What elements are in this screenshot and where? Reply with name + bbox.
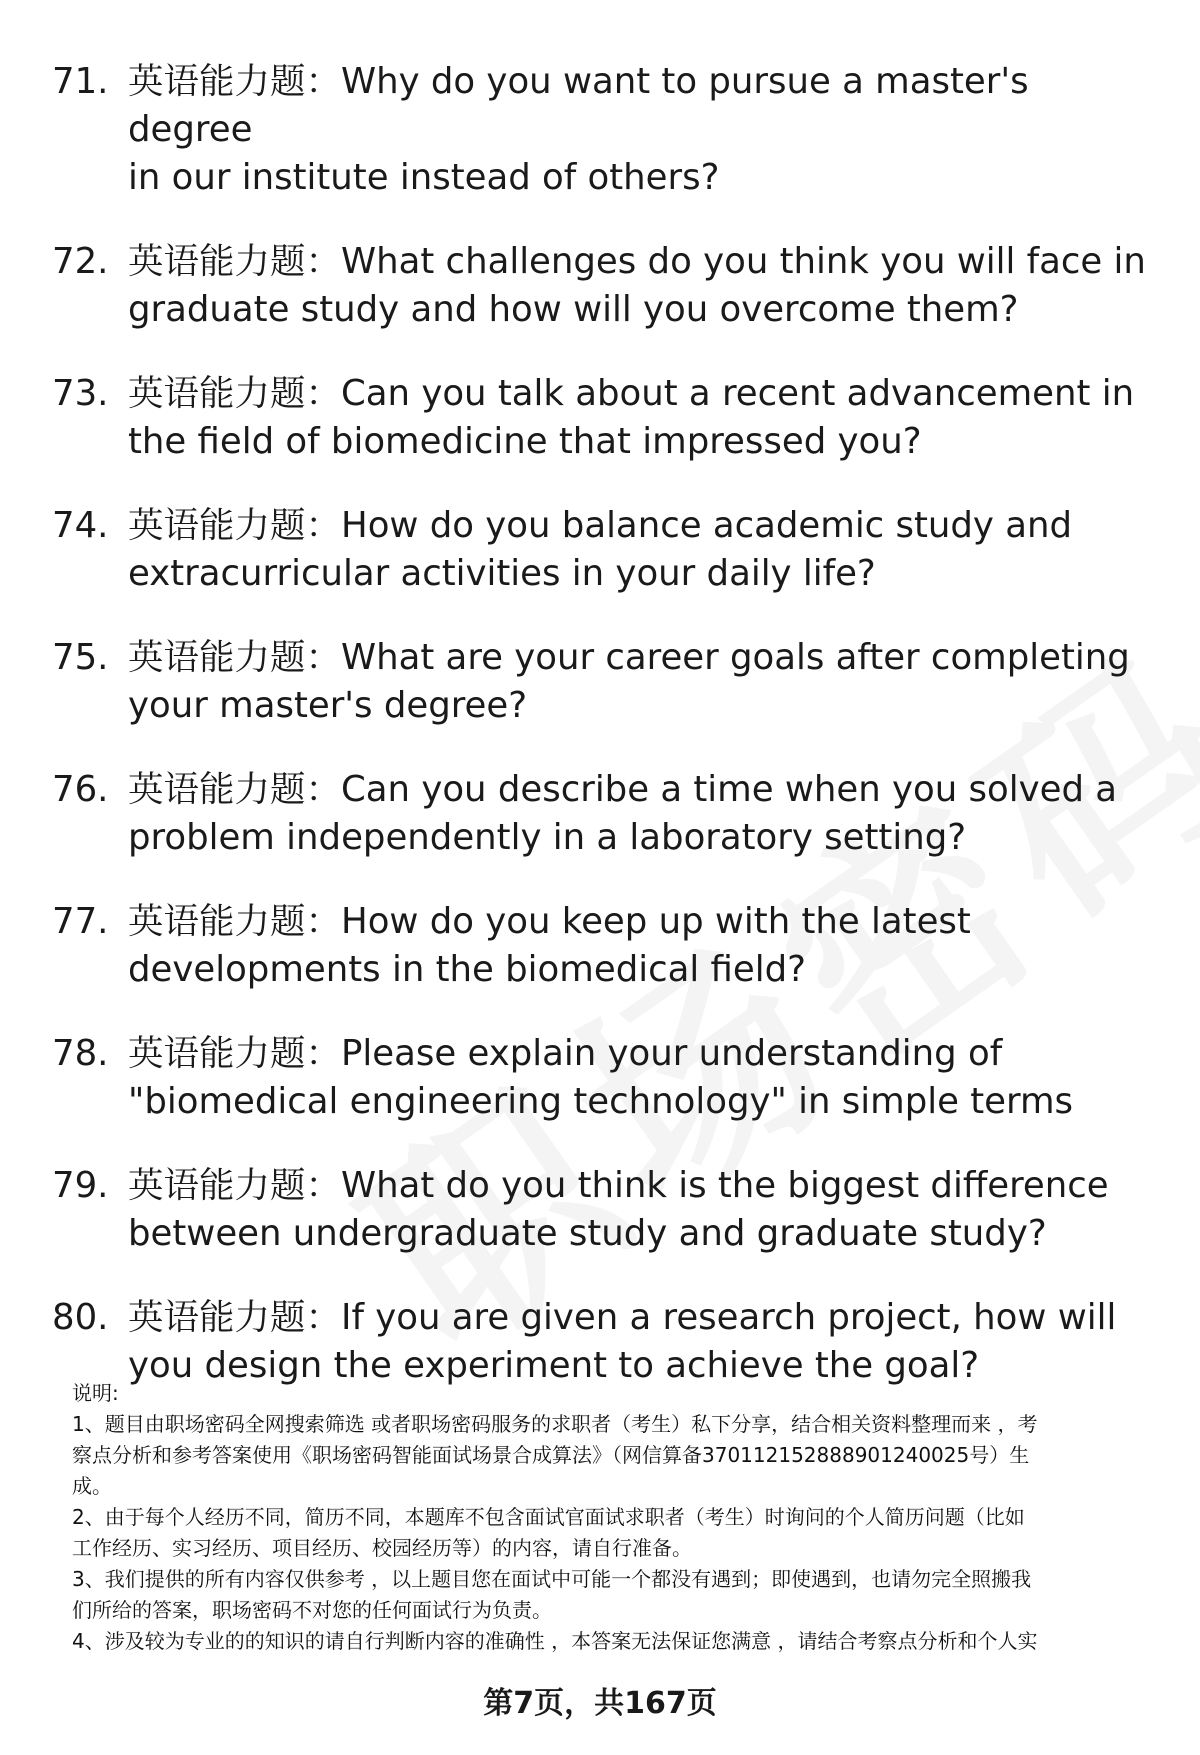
question-list (0, 58, 1200, 1426)
question-item (0, 898, 1200, 994)
question-number: 77. (52, 901, 109, 942)
question-text-line2: extracurricular activities in your daily life? (128, 553, 876, 594)
notes-line: 2、由于每个人经历不同，简历不同，本题库不包含面试官面试求职者（考生）时询问的个人简历问题（比如 (72, 1505, 1025, 1529)
question-text-line1: 英语能力题：What are your career goals after completing (128, 637, 1130, 678)
notes-section (72, 1378, 1162, 1657)
question-number: 80. (52, 1297, 109, 1338)
question-text-line2: "biomedical engineering technology" in simple terms (128, 1081, 1074, 1122)
notes-line: 察点分析和参考答案使用《职场密码智能面试场景合成算法》（网信算备370112152888901240025号）生 (72, 1443, 1030, 1467)
question-number: 78. (52, 1033, 109, 1074)
question-text-line1: 英语能力题：How do you keep up with the latest (128, 901, 971, 942)
question-text-line2: you design the experiment to achieve the goal? (128, 1345, 980, 1386)
question-text-line1: 英语能力题：Please explain your understanding of (128, 1033, 1003, 1074)
question-item (0, 370, 1200, 466)
question-item (0, 1162, 1200, 1258)
question-item (0, 502, 1200, 598)
question-number: 76. (52, 769, 109, 810)
question-text-line1: 英语能力题：How do you balance academic study and (128, 505, 1073, 546)
notes-line: 4、涉及较为专业的的知识的请自行判断内容的准确性 ，本答案无法保证您满意 ，请结合考察点分析和个人实 (72, 1629, 1038, 1653)
question-text-line2: your master's degree? (128, 685, 528, 726)
notes-line: 1、题目由职场密码全网搜索筛选 或者职场密码服务的求职者（考生）私下分享，结合相关资料整理而来 ，考 (72, 1412, 1038, 1436)
question-text-line1: 英语能力题：If you are given a research project, how will (128, 1297, 1117, 1338)
question-text-line2: problem independently in a laboratory setting? (128, 817, 967, 858)
notes-heading: 说明: (72, 1381, 119, 1405)
question-text-line1: 英语能力题：Can you talk about a recent advancement in (128, 373, 1135, 414)
question-item (0, 1030, 1200, 1126)
question-number: 72. (52, 241, 109, 282)
question-text-line1: 英语能力题：What challenges do you think you will face in (128, 241, 1146, 282)
question-item (0, 238, 1200, 334)
question-text-line2: graduate study and how will you overcome them? (128, 289, 1019, 330)
question-text-line2: in our institute instead of others? (128, 157, 720, 198)
question-number: 73. (52, 373, 109, 414)
question-number: 79. (52, 1165, 109, 1206)
notes-line: 工作经历、实习经历、项目经历、校园经历等）的内容，请自行准备。 (72, 1536, 692, 1560)
question-item (0, 766, 1200, 862)
question-number: 75. (52, 637, 109, 678)
question-text-line2: between undergraduate study and graduate study? (128, 1213, 1047, 1254)
question-item (0, 1294, 1200, 1390)
question-text-line1: 英语能力题：What do you think is the biggest difference (128, 1165, 1109, 1206)
notes-line: 成。 (72, 1474, 112, 1498)
question-text-line2: the field of biomedicine that impressed you? (128, 421, 922, 462)
question-text-line1: 英语能力题：Why do you want to pursue a master's degree (128, 61, 1029, 150)
notes-line: 3、我们提供的所有内容仅供参考 ，以上题目您在面试中可能一个都没有遇到；即使遇到，也请勿完全照搬我 (72, 1567, 1032, 1591)
notes-line: 们所给的答案，职场密码不对您的任何面试行为负责。 (72, 1598, 552, 1622)
question-text-line1: 英语能力题：Can you describe a time when you solved a (128, 769, 1118, 810)
page-number: 第7页，共167页 (483, 1686, 717, 1721)
question-number: 74. (52, 505, 109, 546)
question-item (0, 634, 1200, 730)
question-item (0, 58, 1200, 202)
question-number: 71. (52, 61, 109, 102)
question-text-line2: developments in the biomedical field? (128, 949, 806, 990)
